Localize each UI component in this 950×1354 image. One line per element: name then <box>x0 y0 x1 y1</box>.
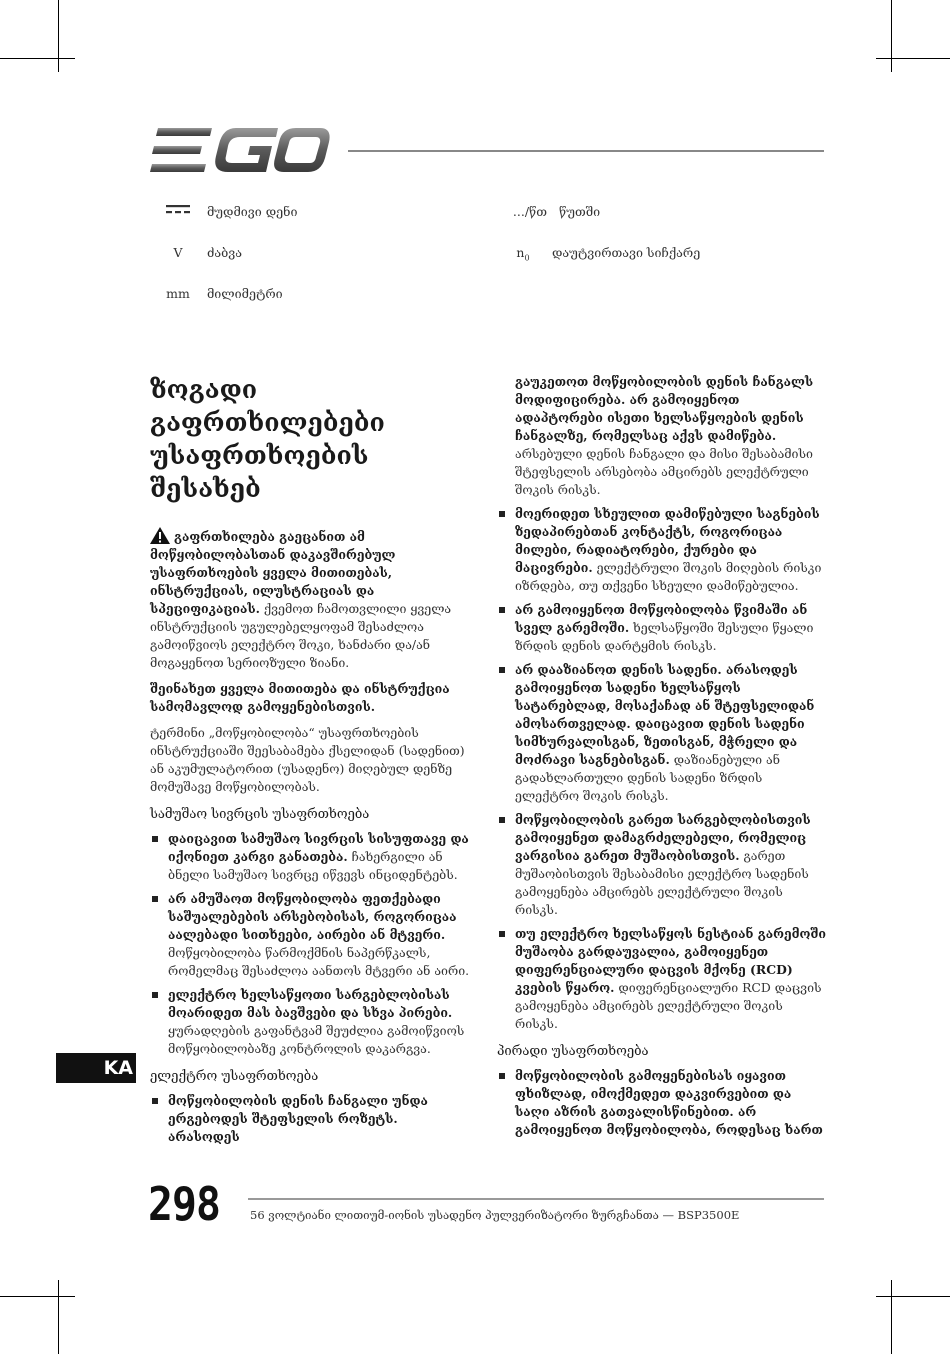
list-item: მოწყობილობის გარეთ სარგებლობისთვის გამოიყენეთ დამაგრძელებელი, რომელიც ვარგისია გარეთ მუშაობისთვის. გარეთ მუშაობისთვის შესაბამისი ელექტრო სადენის გამოყენება ამცირებს ელექტრული შოკის რისკს. <box>497 811 827 919</box>
header-rule <box>348 150 824 152</box>
list-item: არ გამოიყენოთ მოწყობილობა წვიმაში ან სველ გარემოში. ხელსაწყოში შესული წყალი ზრდის დენის დარტყმის რისკს. <box>497 601 827 655</box>
symbol-row-dc <box>155 204 297 219</box>
crop-mark <box>0 1296 75 1297</box>
symbol-row-mm <box>155 286 283 301</box>
symbol-row-per-min <box>507 204 600 219</box>
symbol-label: მუდმივი დენი <box>206 204 298 219</box>
symbol-row-no-load <box>500 245 700 263</box>
electrical-heading: ელექტრო უსაფრთხოება <box>150 1069 319 1084</box>
symbol-label: დაუტვირთავი სიჩქარე <box>551 245 701 260</box>
crop-mark <box>891 0 892 72</box>
warning-text: ქვემოთ ჩამოთვლილი ყველა ინსტრუქციის უგულებელყოფამ შესაძლოა გამოიწვიოს ელექტრო შოკი, ხანძარი და/ან მოგაყენოთ სერიოზული ზიანი. <box>150 601 452 670</box>
symbol: $n_0$ <box>516 245 530 263</box>
list-item: დაიცავით სამუშაო სივრცის სისუფთავე და იქონიეთ კარგი განათება. ჩახერგილი ან ბნელი სამუშაო სივრცე იწვევს ინციდენტებს. <box>150 830 472 884</box>
crop-mark <box>58 0 59 72</box>
warning-icon <box>150 527 170 544</box>
symbol-row-volt <box>155 245 242 260</box>
ego-logo <box>150 128 330 174</box>
personal-heading: პირადი უსაფრთხოება <box>497 1044 649 1059</box>
right-column <box>497 373 827 1139</box>
list-item: ელექტრო ხელსაწყოთი სარგებლობისას მოარიდეთ მას ბავშვები და სხვა პირები. ყურადღების გაფანტვამ შეუძლია გამოიწვიოს მოწყობილობაზე კონტროლის დაკარგვა. <box>150 986 472 1058</box>
warning-bold: გაფრთხილება გაეცანით ამ მოწყობილობასთან დაკავშირებულ უსაფრთხოების ყველა მითითებას, ინსტრუქციას, ილუსტრაციას და სპეციფიკაციას. <box>150 529 396 616</box>
page-title: ზოგადი გაფრთხილებები უსაფრთხოების შესახებ <box>150 375 385 503</box>
warning-paragraph <box>150 527 472 672</box>
crop-mark <box>891 1280 892 1354</box>
list-item: მოწყობილობის გამოყენებისას იყავით ფხიზლად, იმოქმედეთ დაკვირვებით და საღი აზრის გათვალისწინებით. არ გამოიყენოთ მოწყობილობა, როდესაც ხართ <box>497 1067 827 1139</box>
crop-mark <box>876 58 950 59</box>
crop-mark <box>0 58 75 59</box>
list-item: მოწყობილობის დენის ჩანგალი უნდა ერგებოდეს შტეფსელის როზეტს. არასოდეს <box>150 1092 472 1146</box>
crop-mark <box>58 1280 59 1354</box>
footer-rule <box>248 1198 824 1200</box>
work-area-heading: სამუშაო სივრცის უსაფრთხოება <box>150 807 370 822</box>
left-column <box>150 373 472 1146</box>
symbol: mm <box>166 286 190 301</box>
term-paragraph: ტერმინი „მოწყობილობა“ უსაფრთხოების ინსტრუქციაში შეესაბამება ქსელიდან (სადენით) ან აკუმულატორით (უსადენო) მიღებულ დენზე მომუშავე მოწყობილობას. <box>150 725 465 794</box>
symbol-label: ძაბვა <box>206 245 242 260</box>
page-number: 298 <box>148 1177 221 1231</box>
symbol-label: მილიმეტრი <box>206 286 283 301</box>
symbol-label: წუთში <box>558 204 601 219</box>
language-tab: KA <box>56 1053 136 1083</box>
list-item: არ ამუშაოთ მოწყობილობა ფეთქებადი საშუალებების არსებობისას, როგორიცაა აალებადი სითხეები, აირები ან მტვერი. მოწყობილობა წარმოქმნის ნაპერწკალს, რომელმაც შესაძლოა აანთოს მტვერი ან აირი. <box>150 890 472 980</box>
footer-text: 56 ვოლტიანი ლითიუმ-იონის უსადენო პულვერიზატორი ზურგჩანთა — BSP3500E <box>250 1208 740 1222</box>
crop-mark <box>876 1296 950 1297</box>
symbol: V <box>173 245 183 260</box>
list-item: თუ ელექტრო ხელსაწყოს ნესტიან გარემოში მუშაობა გარდაუვალია, გამოიყენეთ დიფერენციალური დაცვის მქონე (RCD) კვების წყარო. დიფერენციალური RCD დაცვის გამოყენება ამცირებს ელექტრული შოკის რისკს. <box>497 925 827 1033</box>
keep-instructions: შეინახეთ ყველა მითითება და ინსტრუქცია სამომავლოდ გამოყენებისთვის. <box>150 681 450 714</box>
continued-paragraph: გაუკეთოთ მოწყობილობის დენის ჩანგალს მოდიფიცირება. არ გამოიყენოთ ადაპტორები ისეთი ხელსაწყოების დენის ჩანგალზე, რომელსაც აქვს დამიწება. არსებული დენის ჩანგალი და მისი შესაბამისი შტეფსელის არსებობა ამცირებს ელექტრული შოკის რისკს. <box>515 374 814 497</box>
list-item: მოერიდეთ სხეულით დამიწებული საგნების ზედაპირებთან კონტაქტს, როგორიცაა მილები, რადიატორები, ქურები და მაცივრები. ელექტრული შოკის მიღების რისკი იზრდება, თუ თქვენი სხეული დამიწებულია. <box>497 505 827 595</box>
list-item: არ დააზიანოთ დენის სადენი. არასოდეს გამოიყენოთ სადენი ხელსაწყოს სატარებლად, მოსაქაჩად ან შტეფსელიდან ამოსართველად. დაიცავით დენის სადენი სიმხურვალისგან, ზეთისგან, მჭრელი და მოძრავი საგნებისგან. დაზიანებული ან გადახლართული დენის სადენი ზრდის ელექტრო შოკის რისკს. <box>497 661 827 805</box>
symbol: .../წთ <box>512 204 548 219</box>
dc-current-icon <box>155 204 201 219</box>
